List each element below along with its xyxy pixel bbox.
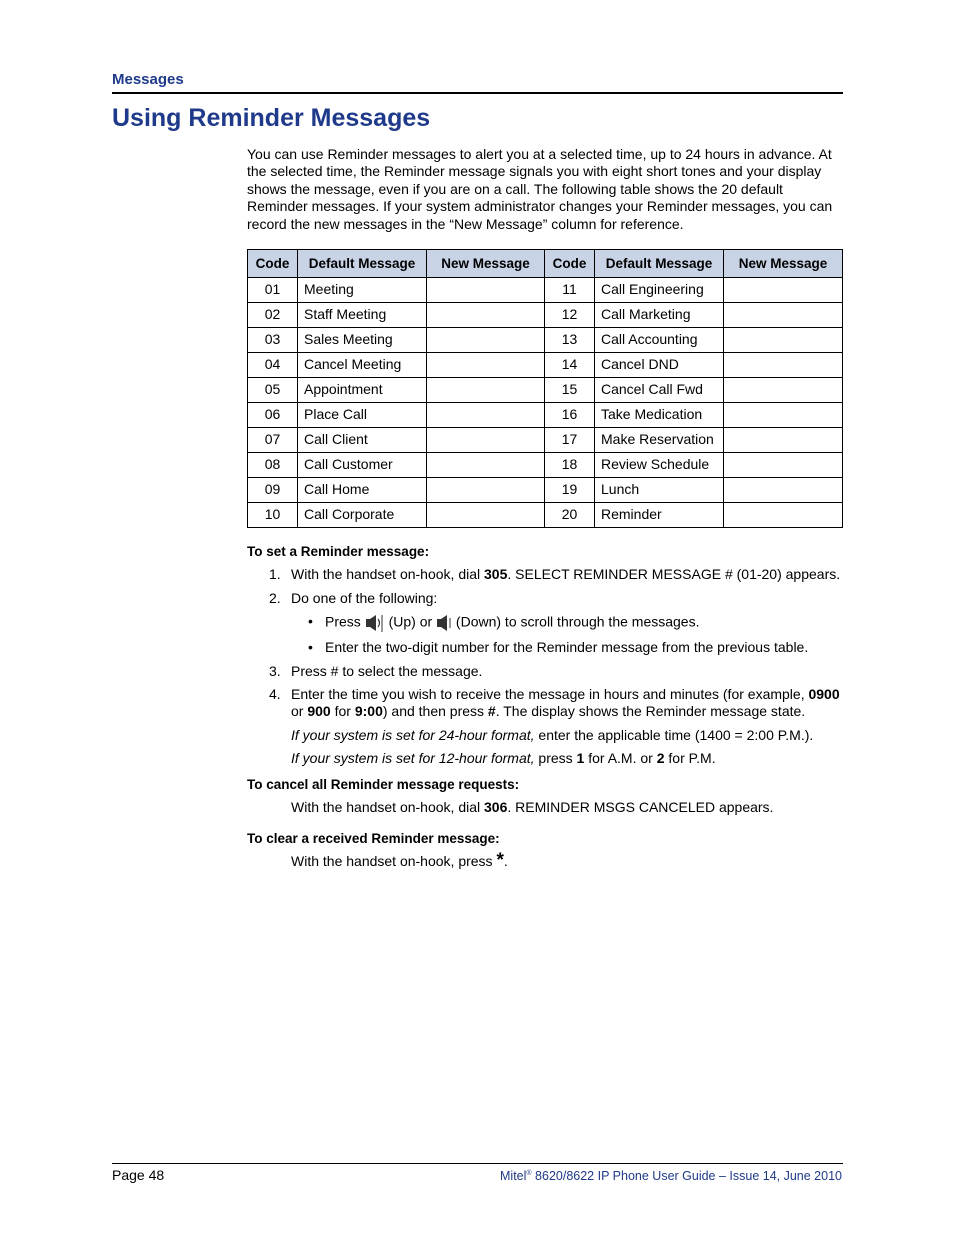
code-cell: 04 xyxy=(248,353,298,378)
step-text: or xyxy=(291,703,308,720)
code-cell: 14 xyxy=(545,353,595,378)
new-message-cell xyxy=(724,303,843,328)
default-message-cell: Reminder xyxy=(595,503,724,528)
table-row xyxy=(248,353,843,378)
reminder-messages-table xyxy=(247,249,843,528)
table-body xyxy=(248,278,843,528)
bullet-text: Press xyxy=(325,613,365,630)
code-cell: 05 xyxy=(248,378,298,403)
new-message-cell xyxy=(724,353,843,378)
bullet-icon: • xyxy=(308,639,313,656)
table-row xyxy=(248,278,843,303)
table-row xyxy=(248,378,843,403)
note-text: for P.M. xyxy=(664,750,716,767)
step-number: 4. xyxy=(269,686,281,703)
step-item xyxy=(247,663,842,680)
step-text: . SELECT REMINDER MESSAGE # (01-20) appears. xyxy=(507,566,841,583)
header-divider xyxy=(112,92,843,94)
list-item xyxy=(291,613,842,633)
step-text: for xyxy=(330,703,355,720)
table-row xyxy=(248,428,843,453)
default-message-cell: Cancel Meeting xyxy=(298,353,427,378)
step-text: With the handset on-hook, dial xyxy=(291,799,485,816)
code-cell: 12 xyxy=(545,303,595,328)
default-message-cell: Call Corporate xyxy=(298,503,427,528)
example-time: 9:00 xyxy=(354,703,383,720)
step-number: 2. xyxy=(269,589,281,606)
default-message-cell: Call Client xyxy=(298,428,427,453)
default-message-cell: Take Medication xyxy=(595,403,724,428)
guide-title: 8620/8622 IP Phone User Guide – Issue 14, June 2010 xyxy=(531,1169,842,1183)
note-12-hour xyxy=(291,750,842,767)
new-message-cell xyxy=(427,503,545,528)
registered-mark: ® xyxy=(526,1169,532,1177)
page-content xyxy=(247,146,842,870)
default-message-cell: Call Engineering xyxy=(595,278,724,303)
bullet-icon: • xyxy=(308,613,313,630)
clear-reminder-text xyxy=(247,849,842,871)
code-cell: 06 xyxy=(248,403,298,428)
new-message-cell xyxy=(427,378,545,403)
step-text: With the handset on-hook, press xyxy=(291,852,497,869)
brand-name: Mitel xyxy=(500,1169,527,1183)
bullet-text: Enter the two-digit number for the Reminder message from the previous table. xyxy=(325,639,809,656)
step-text: Enter the time you wish to receive the message in hours and minutes (for example, xyxy=(291,686,809,703)
star-key-icon: * xyxy=(496,849,504,871)
column-header: New Message xyxy=(427,250,545,278)
default-message-cell: Sales Meeting xyxy=(298,328,427,353)
dial-code: 305 xyxy=(484,566,508,583)
step-number: 1. xyxy=(269,566,281,583)
code-cell: 16 xyxy=(545,403,595,428)
option-list xyxy=(291,613,842,656)
new-message-cell xyxy=(427,278,545,303)
key-label: 2 xyxy=(656,750,665,767)
code-cell: 11 xyxy=(545,278,595,303)
new-message-cell xyxy=(427,453,545,478)
new-message-cell xyxy=(724,453,843,478)
table-row xyxy=(248,328,843,353)
code-cell: 09 xyxy=(248,478,298,503)
default-message-cell: Cancel Call Fwd xyxy=(595,378,724,403)
intro-paragraph: You can use Reminder messages to alert you at a selected time, up to 24 hours in advance. At the selected time, the Reminder message signals you with eight short tones and your display shows the message, even if you are on a call. The following table shows the 20 default Reminder messages. If your system administrator changes your Reminder messages, you can record the new messages in the “New Message” column for reference. xyxy=(247,146,833,232)
cancel-reminder-heading: To cancel all Reminder message requests: xyxy=(247,776,520,792)
column-header: Default Message xyxy=(298,250,427,278)
new-message-cell xyxy=(724,378,843,403)
new-message-cell xyxy=(724,328,843,353)
step-text: ) and then press xyxy=(382,703,488,720)
new-message-cell xyxy=(724,278,843,303)
default-message-cell: Call Home xyxy=(298,478,427,503)
table-row xyxy=(248,303,843,328)
table-row xyxy=(248,453,843,478)
step-item xyxy=(247,686,842,768)
column-header: Code xyxy=(248,250,298,278)
step-text: With the handset on-hook, dial xyxy=(291,566,485,583)
note-24-hour xyxy=(291,727,842,744)
step-item xyxy=(247,566,842,583)
code-cell: 01 xyxy=(248,278,298,303)
footer-guide-title xyxy=(500,1169,842,1183)
code-cell: 08 xyxy=(248,453,298,478)
new-message-cell xyxy=(427,478,545,503)
column-header: Code xyxy=(545,250,595,278)
table-row xyxy=(248,478,843,503)
bullet-text: (Down) to scroll through the messages. xyxy=(452,613,700,630)
footer-divider xyxy=(112,1163,843,1164)
code-cell: 20 xyxy=(545,503,595,528)
section-label: Messages xyxy=(112,71,184,88)
code-cell: 13 xyxy=(545,328,595,353)
page-title: Using Reminder Messages xyxy=(112,104,431,132)
code-cell: 17 xyxy=(545,428,595,453)
step-text: . REMINDER MSGS CANCELED appears. xyxy=(507,799,774,816)
table-header-row xyxy=(248,250,843,278)
new-message-cell xyxy=(427,428,545,453)
default-message-cell: Call Accounting xyxy=(595,328,724,353)
key-label: # xyxy=(487,703,496,720)
dial-code: 306 xyxy=(484,799,508,816)
new-message-cell xyxy=(427,303,545,328)
cancel-reminder-text xyxy=(247,799,842,816)
note-text: for A.M. or xyxy=(584,750,657,767)
default-message-cell: Call Marketing xyxy=(595,303,724,328)
default-message-cell: Meeting xyxy=(298,278,427,303)
default-message-cell: Call Customer xyxy=(298,453,427,478)
set-reminder-heading: To set a Reminder message: xyxy=(247,544,430,560)
list-item xyxy=(291,639,842,656)
column-header: Default Message xyxy=(595,250,724,278)
step-text: . The display shows the Reminder message state. xyxy=(495,703,806,720)
clear-reminder-heading: To clear a received Reminder message: xyxy=(247,830,500,846)
step-text: . xyxy=(503,852,508,869)
new-message-cell xyxy=(724,428,843,453)
code-cell: 02 xyxy=(248,303,298,328)
table-row xyxy=(248,403,843,428)
new-message-cell xyxy=(427,328,545,353)
default-message-cell: Lunch xyxy=(595,478,724,503)
note-text: enter the applicable time (1400 = 2:00 P.M.). xyxy=(534,726,814,743)
note-condition: If your system is set for 12-hour format, xyxy=(291,750,535,767)
default-message-cell: Review Schedule xyxy=(595,453,724,478)
table-row xyxy=(248,503,843,528)
code-cell: 07 xyxy=(248,428,298,453)
volume-up-icon xyxy=(365,613,385,633)
new-message-cell xyxy=(427,353,545,378)
example-time: 0900 xyxy=(808,686,840,703)
new-message-cell xyxy=(724,478,843,503)
key-label: 1 xyxy=(576,750,585,767)
new-message-cell xyxy=(724,503,843,528)
code-cell: 10 xyxy=(248,503,298,528)
note-condition: If your system is set for 24-hour format, xyxy=(291,726,535,743)
default-message-cell: Make Reservation xyxy=(595,428,724,453)
step-number: 3. xyxy=(269,662,281,679)
code-cell: 15 xyxy=(545,378,595,403)
page-number: Page 48 xyxy=(112,1167,165,1183)
default-message-cell: Place Call xyxy=(298,403,427,428)
step-text: Do one of the following: xyxy=(291,589,438,606)
step-text: Press # to select the message. xyxy=(291,662,483,679)
code-cell: 03 xyxy=(248,328,298,353)
code-cell: 18 xyxy=(545,453,595,478)
new-message-cell xyxy=(724,403,843,428)
volume-down-icon xyxy=(436,613,452,633)
default-message-cell: Appointment xyxy=(298,378,427,403)
column-header: New Message xyxy=(724,250,843,278)
example-time: 900 xyxy=(307,703,331,720)
new-message-cell xyxy=(427,403,545,428)
default-message-cell: Staff Meeting xyxy=(298,303,427,328)
code-cell: 19 xyxy=(545,478,595,503)
set-reminder-steps xyxy=(247,566,842,767)
bullet-text: (Up) or xyxy=(384,613,437,630)
default-message-cell: Cancel DND xyxy=(595,353,724,378)
step-item xyxy=(247,590,842,657)
note-text: press xyxy=(534,750,577,767)
